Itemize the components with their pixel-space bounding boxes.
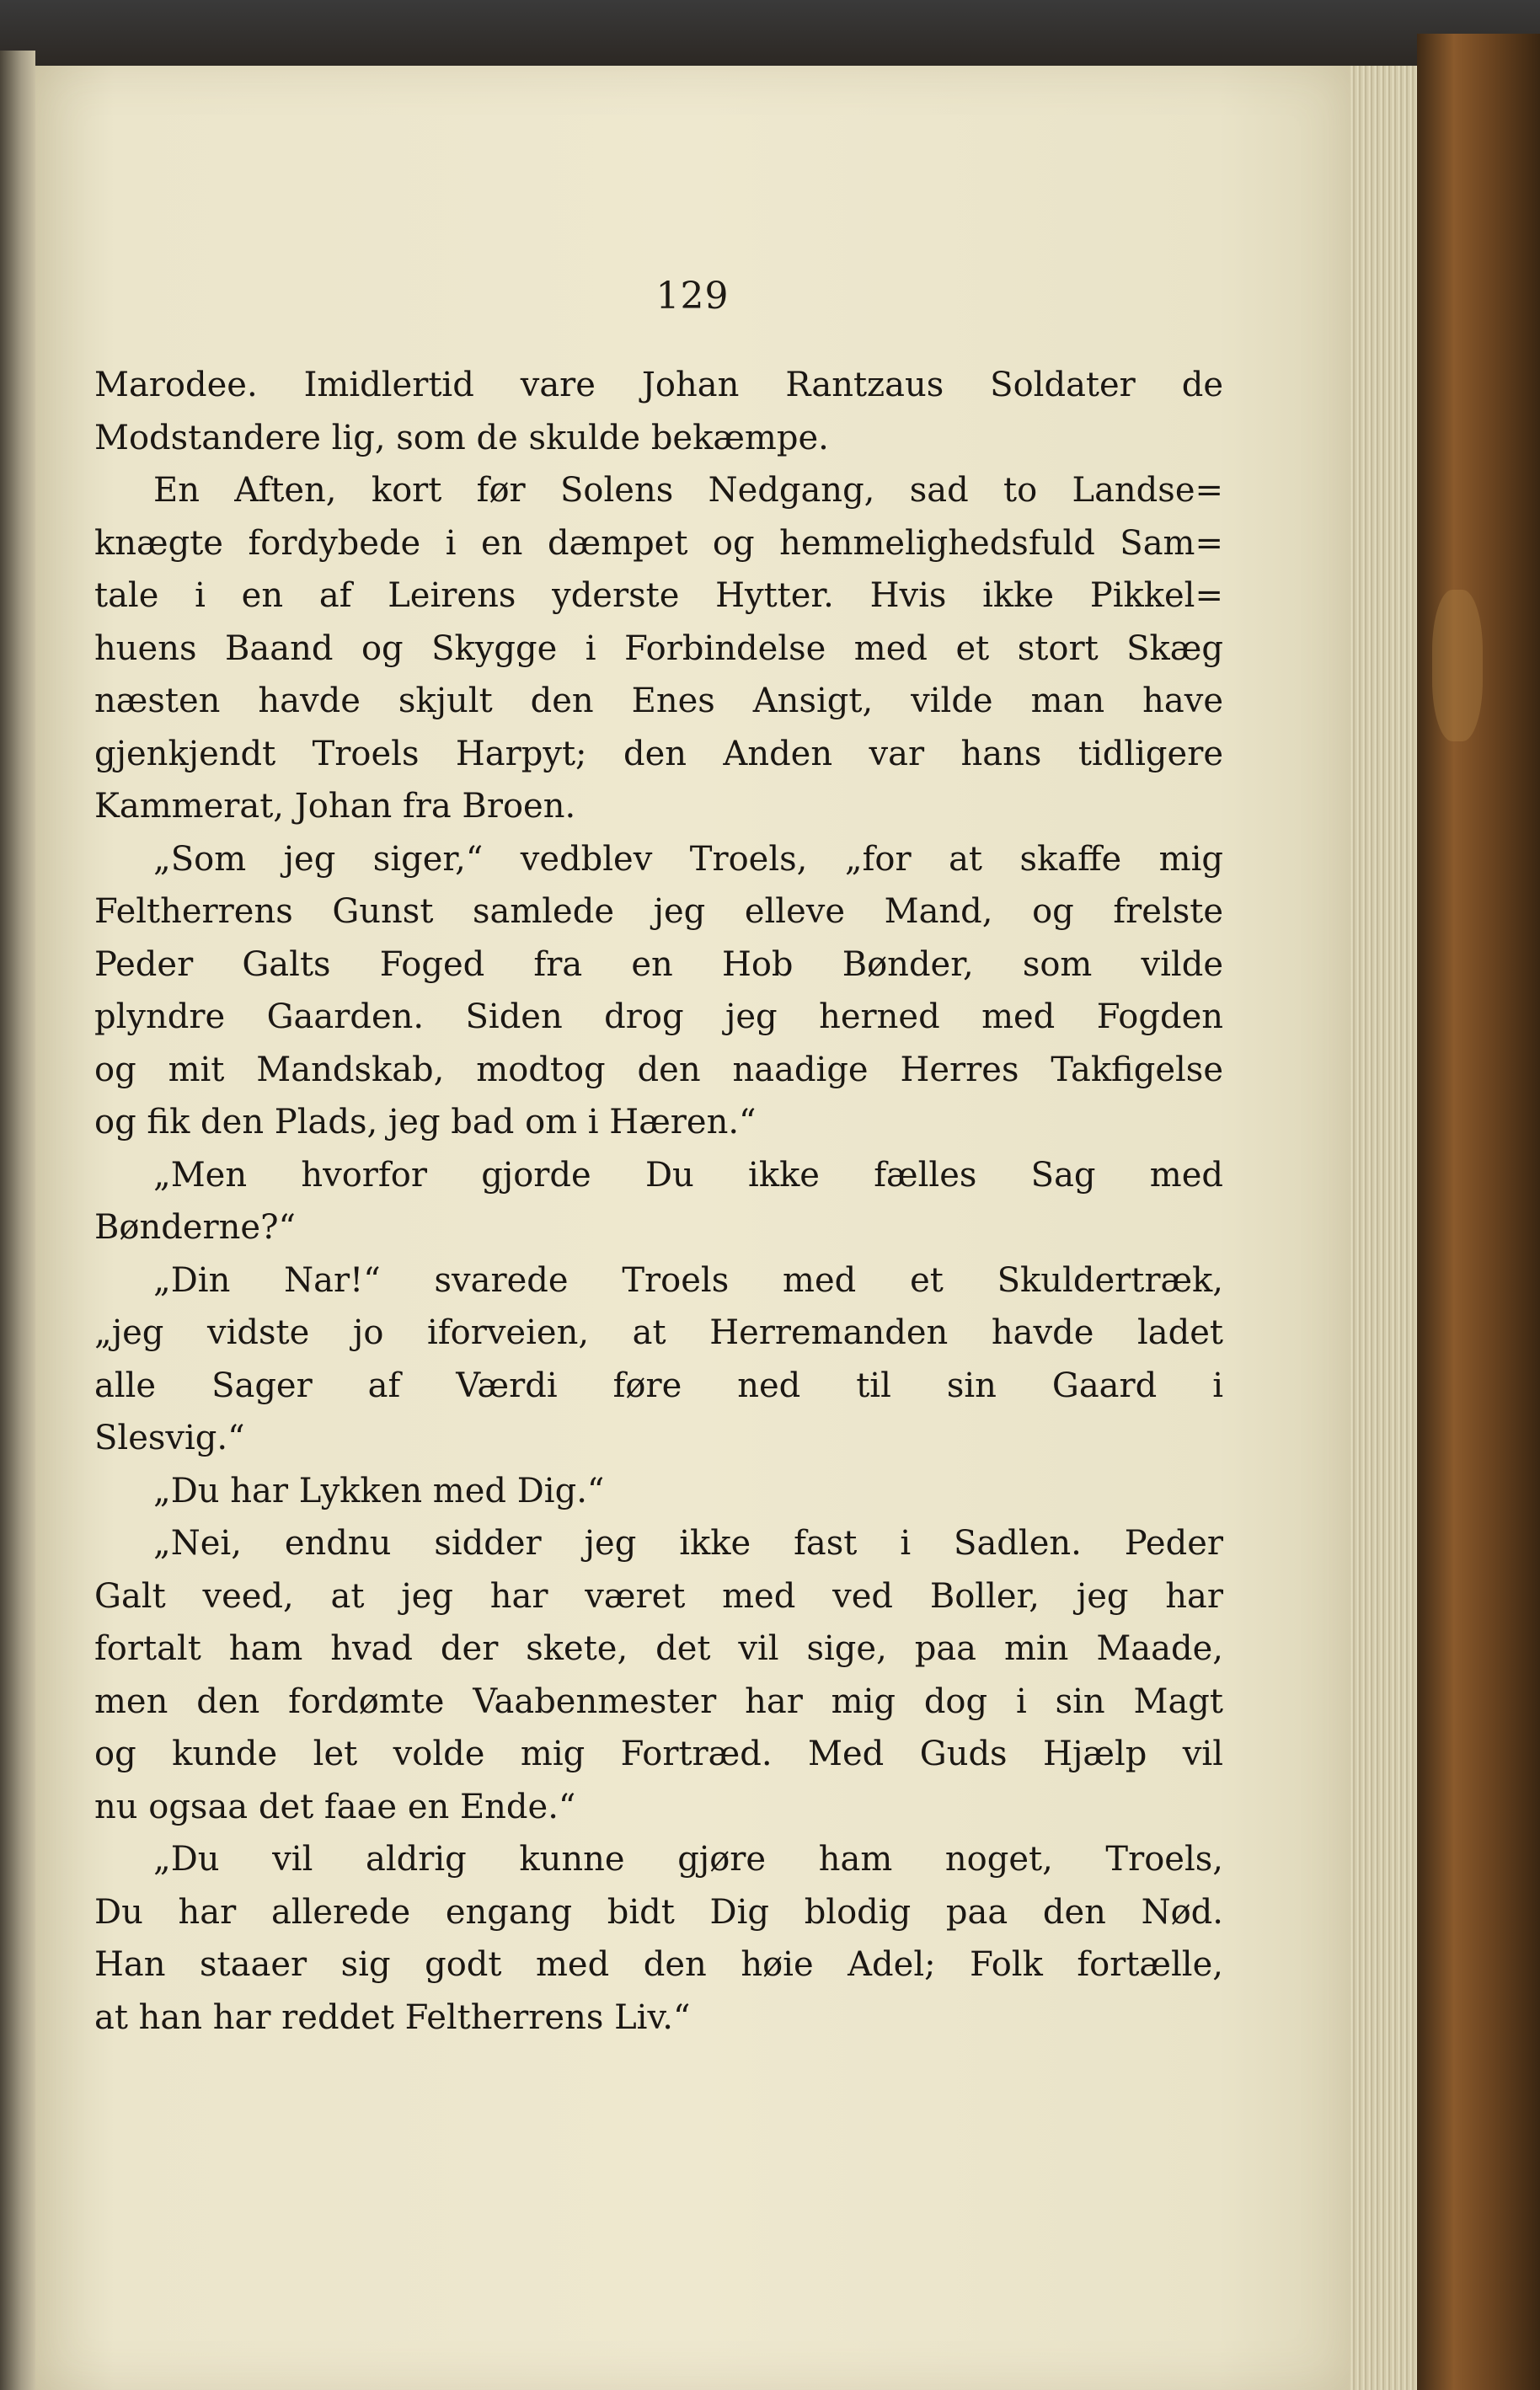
text-line: „Din Nar!“ svarede Troels med et Skuldertræk, (153, 1260, 1223, 1300)
page-number: 129 (655, 275, 730, 318)
text-line: nu ogsaa det faae en Ende.“ (94, 1787, 576, 1826)
text-line: „Som jeg siger,“ vedblev Troels, „for at skaffe mig (153, 839, 1223, 879)
text-line: Han staaer sig godt med den høie Adel; Folk fortælle, (94, 1945, 1223, 1984)
text-line: knægte fordybede i en dæmpet og hemmelighedsfuld Sam= (94, 523, 1223, 563)
text-line: huens Baand og Skygge i Forbindelse med et stort Skæg (94, 628, 1223, 668)
text-line: Marodee. Imidlertid vare Johan Rantzaus Soldater de (94, 366, 1223, 404)
text-line: næsten havde skjult den Enes Ansigt, vilde man have (94, 682, 1223, 720)
page-stack-edge (1350, 66, 1417, 2390)
cover-wear-mark (1432, 590, 1483, 741)
text-line: Feltherrens Gunst samlede jeg elleve Mand, og frelste (94, 892, 1223, 931)
text-line: „Du har Lykken med Dig.“ (153, 1471, 605, 1510)
text-line: „Men hvorfor gjorde Du ikke fælles Sag med (153, 1155, 1223, 1195)
text-line: Galt veed, at jeg har været med ved Boller, jeg har (94, 1576, 1223, 1616)
book-cover-edge (1417, 34, 1540, 2390)
text-line: Bønderne?“ (94, 1208, 296, 1247)
text-line: Slesvig.“ (94, 1419, 245, 1457)
text-line: Peder Galts Foged fra en Hob Bønder, som vilde (94, 944, 1223, 984)
scan-top-edge (0, 0, 1540, 76)
text-line: fortalt ham hvad der skete, det vil sige, paa min Maade, (94, 1629, 1223, 1668)
text-line: at han har reddet Feltherrens Liv.“ (94, 1997, 691, 2037)
text-line: „Du vil aldrig kunne gjøre ham noget, Troels, (153, 1840, 1223, 1879)
text-line: plyndre Gaarden. Siden drog jeg herned med Fogden (94, 997, 1223, 1036)
text-line: alle Sager af Værdi føre ned til sin Gaard i (94, 1366, 1223, 1405)
text-line: Kammerat, Johan fra Broen. (94, 787, 576, 826)
text-line: Du har allerede engang bidt Dig blodig paa den Nød. (94, 1892, 1223, 1932)
facing-page-edge (0, 51, 35, 2390)
text-line: gjenkjendt Troels Harpyt; den Anden var hans tidligere (94, 734, 1223, 773)
text-line: „Nei, endnu sidder jeg ikke fast i Sadlen. Peder (153, 1524, 1223, 1563)
text-line: og kunde let volde mig Fortræd. Med Guds Hjælp vil (94, 1735, 1223, 1773)
book-page (35, 66, 1350, 2390)
text-line: og mit Mandskab, modtog den naadige Herres Takfigelse (94, 1050, 1223, 1089)
text-line: En Aften, kort før Solens Nedgang, sad to Landse= (153, 471, 1223, 510)
text-line: „jeg vidste jo iforveien, at Herremanden havde ladet (94, 1313, 1223, 1352)
text-line: men den fordømte Vaabenmester har mig dog i sin Magt (94, 1682, 1223, 1721)
text-line: tale i en af Leirens yderste Hytter. Hvis ikke Pikkel= (94, 576, 1223, 615)
text-line: Modstandere lig, som de skulde bekæmpe. (94, 418, 829, 457)
body-text (94, 359, 1223, 2044)
text-line: og fik den Plads, jeg bad om i Hæren.“ (94, 1103, 757, 1142)
